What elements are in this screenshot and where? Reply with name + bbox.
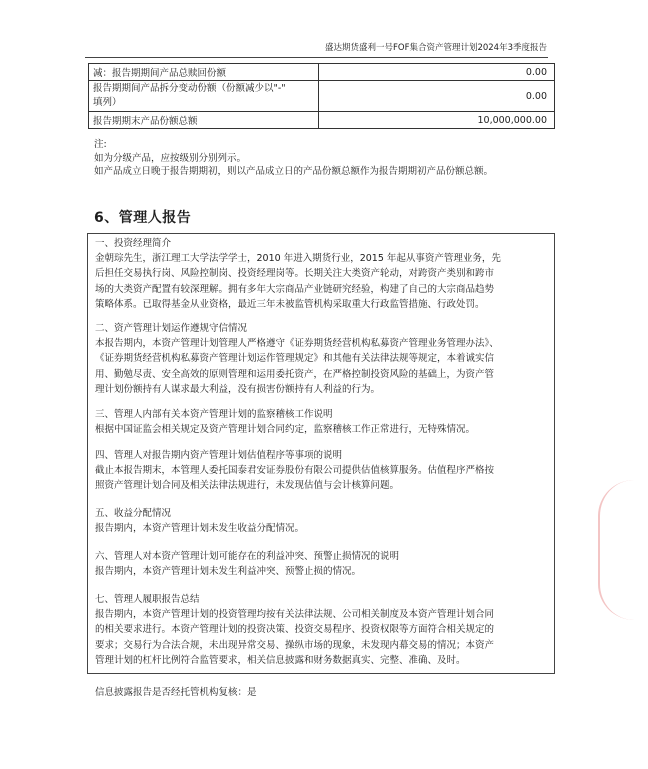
paragraph-line: 报告期内，本资产管理计划未发生利益冲突、预警止损的情况。 <box>95 566 362 578</box>
paragraph-line: 金朝琮先生，浙江理工大学法学学士，2010 年进入期货行业，2015 年起从事资产管理业务，先 <box>95 253 501 265</box>
table-row <box>89 81 555 112</box>
report-paragraph-7 <box>95 592 555 668</box>
paragraph-heading: 七、管理人履职报告总结 <box>95 594 200 605</box>
paragraph-line: 报告期内，本资产管理计划的投资管理均按有关法律法规、公司相关制度及本资产管理计划合同 <box>95 609 495 621</box>
table-cell-label: 减：报告期期间产品总赎回份额 <box>89 64 319 81</box>
table-cell-label-line1: 报告期期间产品拆分变动份额（份额减少以"-" <box>93 83 286 94</box>
paragraph-line: 根据中国证监会相关规定及资产管理计划合同约定，监察稽核工作正常进行，无特殊情况。 <box>95 424 476 436</box>
paragraph-line: 策略体系。已取得基金从业资格，最近三年未被监管机构采取重大行政监管措施、行政处罚。 <box>95 298 485 310</box>
document-header: 盛达期货盛利一号FOF集合资产管理计划2024年3季度报告 <box>324 43 547 53</box>
report-paragraph-2 <box>95 321 555 397</box>
notes-line: 如为分级产品，应按级别分别列示。 <box>94 152 247 164</box>
paragraph-heading: 六、管理人对本资产管理计划可能存在的利益冲突、预警止损情况的说明 <box>95 551 400 562</box>
section-title: 6、管理人报告 <box>94 210 192 226</box>
paragraph-line: 管理计划的杠杆比例符合监管要求，相关信息披露和财务数据真实、完整、准确、及时。 <box>95 654 466 666</box>
table-cell-label-line2: 填列） <box>93 97 122 108</box>
table-cell-label: 报告期期末产品份额总额 <box>89 112 319 129</box>
table-cell-value: 0.00 <box>319 81 555 112</box>
report-paragraph-5 <box>95 506 555 536</box>
paragraph-line: 要求；交易行为合法合规，未出现异常交易、操纵市场的现象，未发现内幕交易的情况；本资产 <box>95 639 495 651</box>
paragraph-heading: 一、投资经理简介 <box>95 238 172 249</box>
paragraph-line: 截止本报告期末，本管理人委托国泰君安证券股份有限公司提供估值核算服务。估值程序严格按 <box>95 465 495 477</box>
table-row <box>89 112 555 129</box>
paragraph-line: 报告期内，本资产管理计划未发生收益分配情况。 <box>95 523 305 535</box>
paragraph-line: 场的大类资产配置有较深理解。拥有多年大宗商品产业链研究经验，构建了自己的大宗商品趋势 <box>95 283 495 295</box>
header-divider <box>85 57 548 58</box>
table-cell-value: 0.00 <box>319 64 555 81</box>
paragraph-line: 用、勤勉尽责、安全高效的原则管理和运用委托资产，在严格控制投资风险的基础上，为资产管 <box>95 368 495 380</box>
report-paragraph-6 <box>95 549 555 579</box>
footer-review-status: 信息披露报告是否经托管机构复核：是 <box>95 687 257 698</box>
seal-stamp-mark <box>598 480 634 620</box>
paragraph-line: 《证券期货经营机构私募资产管理计划运作管理规定》和其他有关法律法规等规定，本着诚实信 <box>95 353 495 365</box>
report-paragraph-4 <box>95 448 555 494</box>
report-paragraph-1 <box>95 236 555 312</box>
paragraph-line: 照资产管理计划合同及相关法律法规进行，未发现估值与会计核算问题。 <box>95 480 400 492</box>
paragraph-line: 本报告期内，本资产管理计划管理人严格遵守《证券期货经营机构私募资产管理业务管理办法》、 <box>95 338 499 350</box>
report-paragraph-3 <box>95 407 555 437</box>
paragraph-heading: 二、资产管理计划运作遵规守信情况 <box>95 323 248 334</box>
notes-heading: 注: <box>94 139 107 150</box>
notes-line: 如产品成立日晚于报告期期初，则以产品成立日的产品份额总额作为报告期期初产品份额总额。 <box>94 166 494 177</box>
paragraph-heading: 三、管理人内部有关本资产管理计划的监察稽核工作说明 <box>95 409 333 420</box>
shares-table <box>88 63 555 129</box>
paragraph-line: 后担任交易执行岗、风险控制岗、投资经理岗等。长期关注大类资产轮动，对跨资产类别和跨市 <box>95 268 495 280</box>
table-cell-value: 10,000,000.00 <box>319 112 555 129</box>
paragraph-line: 理计划份额持有人谋求最大利益，没有损害份额持有人利益的行为。 <box>95 383 381 395</box>
table-cell-label <box>89 81 319 112</box>
paragraph-heading: 四、管理人对报告期内资产管理计划估值程序等事项的说明 <box>95 450 343 461</box>
paragraph-line: 的相关要求进行。本资产管理计划的投资决策、投资交易程序、投资权限等方面符合相关规定的 <box>95 624 495 636</box>
paragraph-heading: 五、收益分配情况 <box>95 508 172 519</box>
table-row <box>89 64 555 81</box>
notes-block <box>94 138 493 179</box>
